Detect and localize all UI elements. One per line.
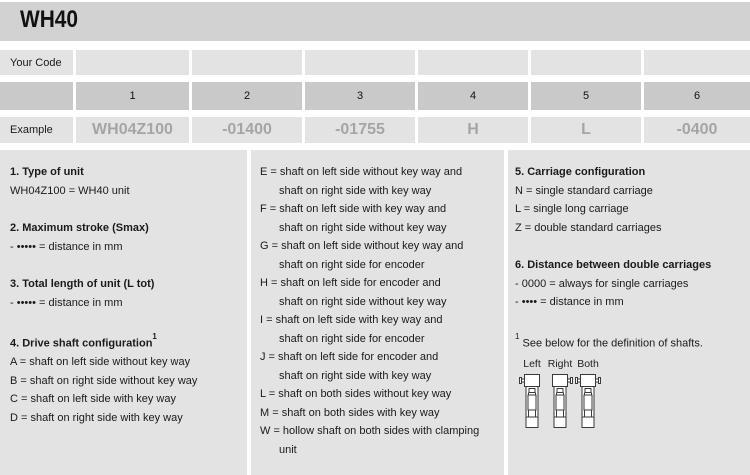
group-heading: 3. Total length of unit (L tot) xyxy=(10,278,155,290)
legend-line: - ••••• = distance in mm xyxy=(10,240,123,253)
diagram-label: Both xyxy=(577,357,599,370)
legend-line: D = shaft on right side with key way xyxy=(10,411,183,424)
legend-line: Z = double standard carriages xyxy=(515,221,662,234)
your-code-cell-6 xyxy=(644,50,750,75)
legend-line: A = shaft on left side without key way xyxy=(10,356,191,369)
column-number-4: 4 xyxy=(418,82,528,110)
your-code-label: Your Code xyxy=(0,50,73,75)
column-number-spacer xyxy=(0,82,73,110)
shaft-option-F: F = shaft on left side with key way and shaft on right side without key way xyxy=(260,203,447,234)
your-code-cell-5 xyxy=(531,50,641,75)
shaft-option-E: E = shaft on left side without key way and shaft on right side with key way xyxy=(260,166,463,197)
group-heading: 6. Distance between double carriages xyxy=(515,259,712,271)
page-title: WH40 xyxy=(20,6,79,33)
shaft-diagram-left xyxy=(519,358,545,429)
legend-column-3 xyxy=(508,150,750,475)
shaft-diagram-both xyxy=(575,358,601,429)
example-value-5: L xyxy=(531,117,641,143)
shaft-both-icon xyxy=(575,373,601,429)
shaft-option-W: W = hollow shaft on both sides with clamping unit xyxy=(260,425,480,456)
group-heading: 5. Carriage configuration xyxy=(515,166,646,178)
shaft-option-G: G = shaft on left side without key way and shaft on right side for encoder xyxy=(260,240,464,271)
shaft-option-M: M = shaft on both sides with key way xyxy=(260,406,440,419)
legend-group-type-of-unit xyxy=(10,163,241,200)
example-value-3: -01755 xyxy=(305,117,415,143)
diagram-label: Left xyxy=(523,357,541,370)
column-number-1: 1 xyxy=(76,82,189,110)
legend-group-drive-shaft xyxy=(10,331,241,427)
legend-group-max-stroke xyxy=(10,219,241,256)
legend-group-total-length xyxy=(10,275,241,312)
example-label: Example xyxy=(0,117,73,143)
legend-line: - 0000 = always for single carriages xyxy=(515,277,689,290)
legend-group-carriage-distance xyxy=(515,256,744,312)
legend-column-1 xyxy=(0,150,247,475)
your-code-cell-1 xyxy=(76,50,189,75)
shaft-option-L: L = shaft on both sides without key way xyxy=(260,388,452,400)
shaft-diagram-right xyxy=(547,358,573,429)
example-row xyxy=(0,117,750,143)
legend-line: WH04Z100 = WH40 unit xyxy=(10,184,130,197)
shafts-footnote: $^1$ See below for the definition of shafts. xyxy=(515,331,703,350)
legend-column-2 xyxy=(251,150,504,475)
legend-line: C = shaft on left side with key way xyxy=(10,393,176,406)
shaft-option-I: I = shaft on left side with key way and shaft on right side for encoder xyxy=(260,314,443,345)
your-code-cell-2 xyxy=(192,50,302,75)
legend-line: N = single standard carriage xyxy=(515,184,653,197)
group-heading: 2. Maximum stroke (Smax) xyxy=(10,222,149,234)
legend-group-carriage-config xyxy=(515,163,744,237)
legend-line: - •••• = distance in mm xyxy=(515,296,624,308)
title-bar xyxy=(0,2,750,41)
shaft-option-J: J = shaft on left side for encoder and shaft on right side with key way xyxy=(260,351,439,382)
your-code-row xyxy=(0,50,750,75)
group-heading: 1. Type of unit xyxy=(10,166,84,178)
example-value-1: WH04Z100 xyxy=(76,117,189,143)
legend-line: B = shaft on right side without key way xyxy=(10,374,198,387)
legend-line: - ••••• = distance in mm xyxy=(10,296,123,309)
shaft-left-icon xyxy=(519,373,545,429)
shaft-option-H: H = shaft on left side for encoder and shaft on right side without key way xyxy=(260,277,447,308)
shaft-diagrams xyxy=(515,358,744,429)
footnote-marker: 1 xyxy=(152,332,157,341)
your-code-cell-3 xyxy=(305,50,415,75)
legend-line: L = single long carriage xyxy=(515,203,629,215)
column-number-3: 3 xyxy=(305,82,415,110)
group-heading: 4. Drive shaft configuration$^1$ xyxy=(10,332,157,350)
shaft-right-icon xyxy=(547,373,573,429)
example-value-2: -01400 xyxy=(192,117,302,143)
column-number-row xyxy=(0,82,750,110)
example-value-4: H xyxy=(418,117,528,143)
example-value-6: -0400 xyxy=(644,117,750,143)
column-number-5: 5 xyxy=(531,82,641,110)
column-number-6: 6 xyxy=(644,82,750,110)
footnote-marker: 1 xyxy=(515,331,520,341)
your-code-cell-4 xyxy=(418,50,528,75)
diagram-label: Right xyxy=(547,357,573,370)
column-number-2: 2 xyxy=(192,82,302,110)
